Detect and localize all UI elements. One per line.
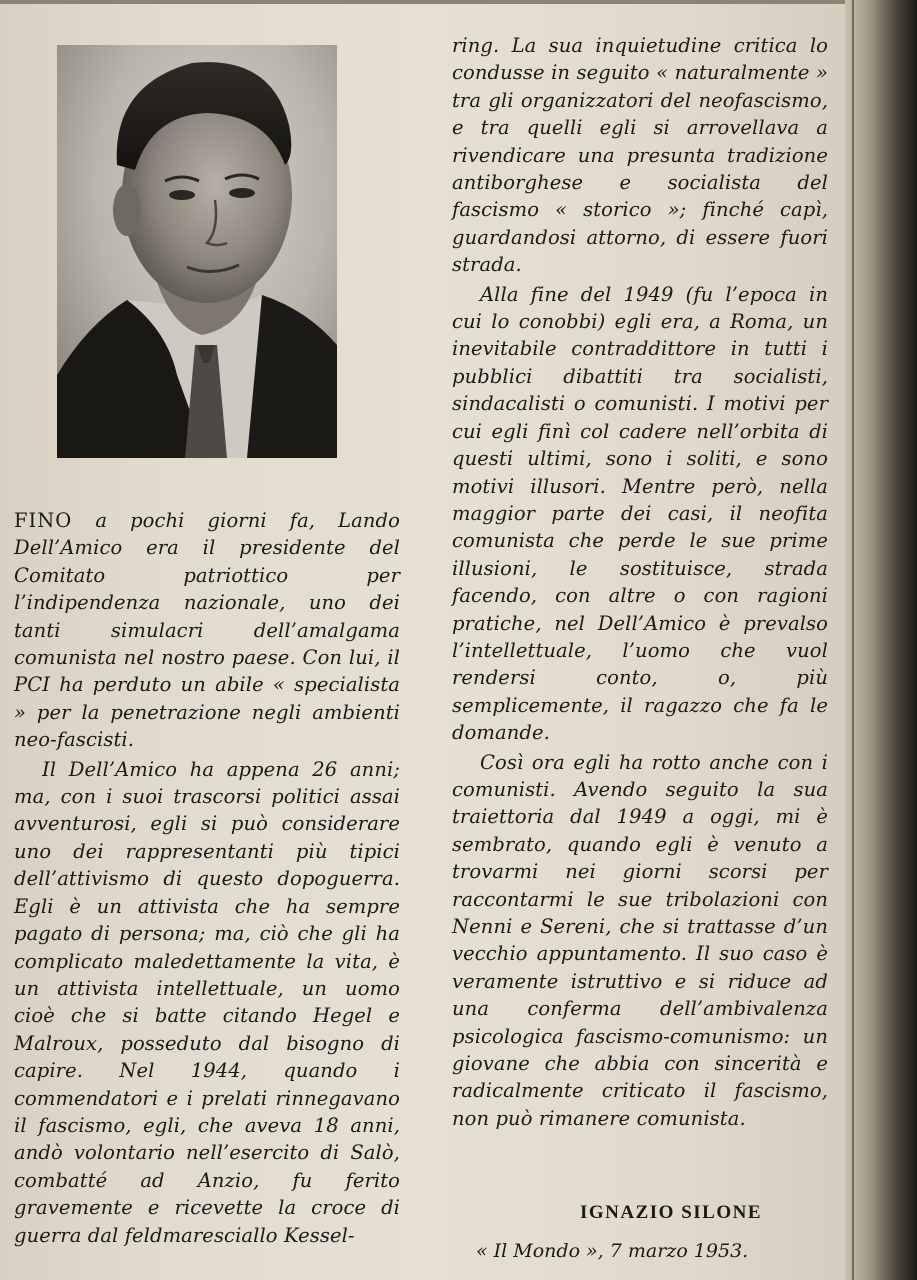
paragraph-2: Il Dell’Amico ha appena 26 anni; ma, con i suoi trascorsi politici assai avventurosi, egli si può considerare uno dei rappresentanti più tipici dell’attivismo di questo dopoguerra. Egli è un attivista che ha sempre pagato di persona; ma, ciò che gli ha complicato maledettamente la vita, è un attivista intellettuale, un uomo cioè che si batte citando Hegel e Malroux, posseduto dal bisogno di capire. Nel 1944, quando i commendatori e i prelati rinnegavano il fascismo, egli, che aveva 18 anni, andò volontario nell’esercito di Salò, combatté ad Anzio, fu ferito gravemente e ricevette la croce di guerra dal feldmaresciallo Kessel- <box>14 757 400 1247</box>
author-signature: IGNAZIO SILONE <box>580 1202 763 1223</box>
page-right-border <box>852 0 854 1280</box>
portrait-photo-icon <box>57 45 337 458</box>
left-column <box>14 507 400 1249</box>
paragraph-4: Alla fine del 1949 (fu l’epoca in cui lo conobbi) egli era, a Roma, un inevitabile contraddittore in tutti i pubblici dibattiti tra socialisti, sindacalisti o comunisti. I motivi per cui egli finì col cadere nell’orbita di questi ultimi, sono i soliti, e sono motivi illusori. Mentre però, nella maggior parte dei casi, il neofita comunista che perde le sue prime illusioni, le sostituisce, strada facendo, con altre o con ragioni pratiche, nel Dell’Amico è prevalso l’intellettuale, l’uomo che vuol rendersi conto, o, più semplicemente, il ragazzo che fa le domande. <box>452 282 828 745</box>
paragraph-text: a pochi giorni fa, Lando Dell’Amico era il presidente del Comitato patriottico per l’indipendenza nazionale, uno dei tanti simulacri dell’amalgama comunista nel nostro paese. Con lui, il PCI ha perduto un abile « specialista » per la penetrazione negli ambienti neo-fascisti. <box>14 509 400 752</box>
page-edge-shadow <box>845 0 917 1280</box>
page-top-border <box>0 0 860 4</box>
paragraph-3: ring. La sua inquietudine critica lo condusse in seguito « naturalmente » tra gli organizzatori del neofascismo, e tra quelli egli si arrovellava a rivendicare una presunta tradizione antiborghese e socialista del fascismo « storico »; finché capì, guardandosi attorno, di essere fuori strada. <box>452 34 828 277</box>
portrait-photo <box>57 45 337 458</box>
source-citation: « Il Mondo », 7 marzo 1953. <box>476 1240 749 1262</box>
paragraph-lead-word: FINO <box>14 509 73 532</box>
paragraph-1 <box>14 507 400 754</box>
right-column <box>452 32 828 1132</box>
paragraph-5: Così ora egli ha rotto anche con i comunisti. Avendo seguito la sua traiettoria dal 1949 a oggi, mi è sembrato, quando egli è venuto a trovarmi nei giorni scorsi per raccontarmi le sue tribolazioni con Nenni e Sereni, che si trattasse d’un vecchio appuntamento. Il suo caso è veramente istruttivo e si riduce ad una conferma dell’ambivalenza psicologica fascismo-comunismo: un giovane che abbia con sincerità e radicalmente criticato il fascismo, non può rimanere comunista. <box>452 750 828 1130</box>
